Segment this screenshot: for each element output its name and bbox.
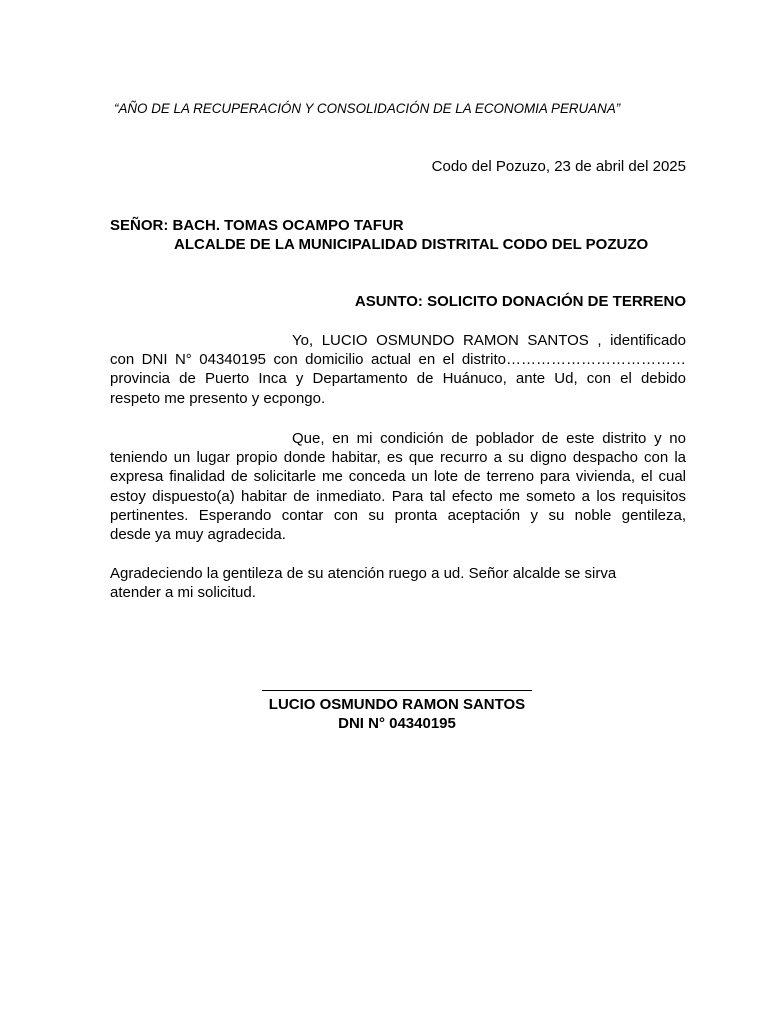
paragraph-line: atender a mi solicitud. <box>110 584 256 602</box>
addressee-name: SEÑOR: BACH. TOMAS OCAMPO TAFUR <box>110 217 404 234</box>
paragraph-line: desde ya muy agradecida. <box>110 526 286 544</box>
closing-paragraph <box>110 564 686 602</box>
paragraph-line: teniendo un lugar propio donde habitar, es que recurro a su digno despacho con la <box>110 449 686 467</box>
signature-line <box>262 690 532 691</box>
intro-paragraph <box>110 331 686 408</box>
paragraph-line: provincia de Puerto Inca y Departamento de Huánuco, ante Ud, con el debido <box>110 370 686 388</box>
signature-name: LUCIO OSMUNDO RAMON SANTOS <box>268 696 526 713</box>
paragraph-line: con DNI N° 04340195 con domicilio actual en el distrito……………………………… <box>110 351 686 369</box>
signature-block <box>262 690 532 733</box>
paragraph-line: Agradeciendo la gentileza de su atención ruego a ud. Señor alcalde se sirva <box>110 565 617 582</box>
paragraph-line: Yo, LUCIO OSMUNDO RAMON SANTOS , identificado <box>292 332 686 349</box>
request-paragraph <box>110 429 686 544</box>
addressee-title: ALCALDE DE LA MUNICIPALIDAD DISTRITAL CODO DEL POZUZO <box>174 236 649 253</box>
subject-line: ASUNTO: SOLICITO DONACIÓN DE TERRENO <box>354 293 686 310</box>
signature-dni: DNI N° 04340195 <box>338 715 456 732</box>
place-date: Codo del Pozuzo, 23 de abril del 2025 <box>431 158 686 175</box>
paragraph-line: expresa finalidad de solicitarle me conceda un lote de terreno para vivienda, el cual <box>110 468 686 486</box>
paragraph-line: Que, en mi condición de poblador de este distrito y no <box>292 430 686 447</box>
year-heading: “AÑO DE LA RECUPERACIÓN Y CONSOLIDACIÓN DE LA ECONOMIA PERUANA” <box>114 101 621 116</box>
paragraph-line: estoy dispuesto(a) habitar de inmediato. Para tal efecto me someto a los requisitos <box>110 487 686 505</box>
paragraph-line: respeto me presento y ecpongo. <box>110 389 326 407</box>
paragraph-line: pertinentes. Esperando contar con su pronta aceptación y su noble gentileza, <box>110 506 686 524</box>
